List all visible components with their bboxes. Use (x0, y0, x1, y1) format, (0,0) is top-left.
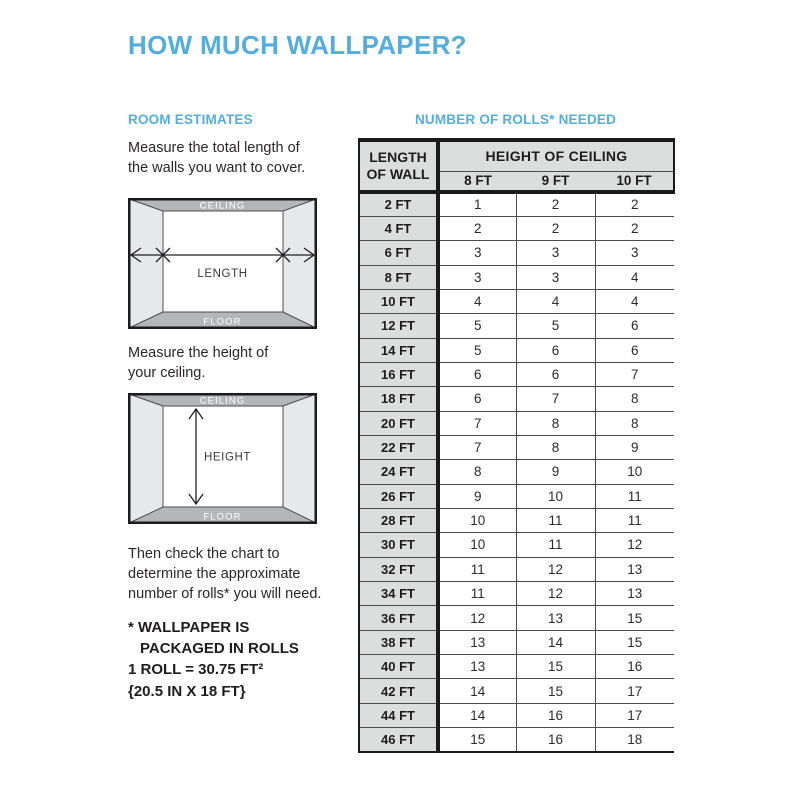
rolls-cell-9ft: 2 (516, 216, 595, 240)
table-row (359, 533, 674, 557)
height-label: HEIGHT (204, 451, 252, 464)
rolls-cell-9ft: 13 (516, 606, 595, 630)
rolls-cell-9ft: 8 (516, 411, 595, 435)
page-title: HOW MUCH WALLPAPER? (128, 30, 467, 60)
floor-label: FLOOR (203, 316, 242, 328)
step2-line2: your ceiling. (128, 365, 206, 381)
right-wall-surface (283, 394, 316, 523)
table-row (359, 216, 674, 240)
wall-length-row-label: 46 FT (359, 728, 438, 752)
wallpaper-rolls-footnote (128, 617, 299, 659)
rolls-cell-9ft: 10 (516, 484, 595, 508)
wall-length-row-label: 20 FT (359, 411, 438, 435)
wall-length-row-label: 34 FT (359, 582, 438, 606)
rolls-cell-10ft: 17 (595, 703, 674, 727)
rolls-cell-9ft: 11 (516, 533, 595, 557)
rolls-cell-8ft: 13 (438, 630, 516, 654)
step3-line1: Then check the chart to (128, 546, 280, 562)
rolls-cell-9ft: 9 (516, 460, 595, 484)
wall-length-row-label: 40 FT (359, 655, 438, 679)
rolls-cell-9ft: 16 (516, 728, 595, 752)
step2-line1: Measure the height of (128, 345, 269, 361)
table-row (359, 411, 674, 435)
rolls-cell-10ft: 7 (595, 362, 674, 386)
rolls-cell-9ft: 14 (516, 630, 595, 654)
wall-length-row-label: 14 FT (359, 338, 438, 362)
rolls-cell-8ft: 11 (438, 582, 516, 606)
room-perspective-height-illustration (128, 393, 317, 524)
table-row (359, 508, 674, 532)
rolls-cell-9ft: 2 (516, 192, 595, 216)
length-of-wall-header (359, 140, 438, 192)
rolls-cell-10ft: 3 (595, 241, 674, 265)
left-wall-surface (129, 394, 163, 523)
rolls-cell-8ft: 2 (438, 216, 516, 240)
step2-text (128, 343, 268, 383)
table-row (359, 655, 674, 679)
rolls-cell-8ft: 3 (438, 241, 516, 265)
rolls-cell-10ft: 8 (595, 387, 674, 411)
length-of-wall-line1: LENGTH (369, 149, 427, 165)
step1-line2: the walls you want to cover. (128, 160, 306, 176)
rolls-table (358, 138, 675, 753)
table-row (359, 703, 674, 727)
rolls-cell-8ft: 14 (438, 679, 516, 703)
rolls-cell-8ft: 13 (438, 655, 516, 679)
rolls-cell-10ft: 6 (595, 338, 674, 362)
rolls-cell-8ft: 5 (438, 338, 516, 362)
ceiling-label: CEILING (199, 395, 246, 407)
rolls-cell-8ft: 5 (438, 314, 516, 338)
room-estimates-heading: ROOM ESTIMATES (128, 112, 253, 127)
step1-text (128, 138, 305, 178)
room-perspective-length-illustration (128, 198, 317, 329)
height-of-ceiling-header: HEIGHT OF CEILING (438, 140, 674, 171)
rolls-cell-8ft: 7 (438, 435, 516, 459)
rolls-cell-8ft: 12 (438, 606, 516, 630)
rolls-table-body (359, 192, 674, 752)
wall-length-row-label: 24 FT (359, 460, 438, 484)
wall-length-row-label: 32 FT (359, 557, 438, 581)
wall-length-row-label: 30 FT (359, 533, 438, 557)
rolls-cell-10ft: 11 (595, 484, 674, 508)
rolls-cell-9ft: 12 (516, 557, 595, 581)
rolls-cell-9ft: 3 (516, 241, 595, 265)
rolls-cell-8ft: 4 (438, 289, 516, 313)
table-row (359, 387, 674, 411)
step3-line3: number of rolls* you will need. (128, 586, 322, 602)
rolls-cell-8ft: 8 (438, 460, 516, 484)
table-row (359, 241, 674, 265)
rolls-cell-8ft: 10 (438, 508, 516, 532)
table-row (359, 362, 674, 386)
rolls-cell-9ft: 6 (516, 338, 595, 362)
wall-length-row-label: 6 FT (359, 241, 438, 265)
wall-length-row-label: 36 FT (359, 606, 438, 630)
table-row (359, 435, 674, 459)
rolls-needed-heading: NUMBER OF ROLLS* NEEDED (414, 112, 617, 127)
wall-length-row-label: 18 FT (359, 387, 438, 411)
room-length-diagram (128, 198, 317, 329)
length-of-wall-line2: OF WALL (366, 166, 430, 182)
rolls-cell-10ft: 2 (595, 192, 674, 216)
rolls-cell-9ft: 12 (516, 582, 595, 606)
rolls-cell-9ft: 11 (516, 508, 595, 532)
step3-text (128, 544, 321, 604)
table-row (359, 314, 674, 338)
left-wall-surface (129, 199, 163, 328)
rolls-cell-9ft: 15 (516, 655, 595, 679)
wall-length-row-label: 8 FT (359, 265, 438, 289)
rolls-cell-9ft: 15 (516, 679, 595, 703)
wall-length-row-label: 22 FT (359, 435, 438, 459)
rolls-cell-10ft: 17 (595, 679, 674, 703)
table-row (359, 630, 674, 654)
wall-length-row-label: 44 FT (359, 703, 438, 727)
rolls-cell-9ft: 3 (516, 265, 595, 289)
rolls-cell-10ft: 15 (595, 606, 674, 630)
rolls-cell-10ft: 11 (595, 508, 674, 532)
rolls-cell-8ft: 10 (438, 533, 516, 557)
rolls-cell-9ft: 7 (516, 387, 595, 411)
table-row (359, 728, 674, 752)
rolls-table-header (359, 140, 674, 192)
footnote-line1: * WALLPAPER IS (128, 619, 250, 636)
rolls-cell-10ft: 9 (595, 435, 674, 459)
wall-length-row-label: 2 FT (359, 192, 438, 216)
rolls-cell-8ft: 1 (438, 192, 516, 216)
roll-size-info (128, 659, 263, 703)
table-row (359, 192, 674, 216)
floor-label: FLOOR (203, 511, 242, 523)
table-row (359, 265, 674, 289)
wall-length-row-label: 12 FT (359, 314, 438, 338)
rolls-cell-10ft: 13 (595, 582, 674, 606)
rolls-cell-10ft: 18 (595, 728, 674, 752)
rolls-cell-8ft: 9 (438, 484, 516, 508)
table-row (359, 582, 674, 606)
wall-length-row-label: 28 FT (359, 508, 438, 532)
rolls-cell-10ft: 6 (595, 314, 674, 338)
rolls-cell-9ft: 5 (516, 314, 595, 338)
rolls-cell-10ft: 15 (595, 630, 674, 654)
footnote-line2: PACKAGED IN ROLLS (140, 640, 299, 657)
rolls-cell-8ft: 3 (438, 265, 516, 289)
ceiling-label: CEILING (199, 200, 246, 212)
rolls-cell-8ft: 6 (438, 387, 516, 411)
rolls-cell-8ft: 11 (438, 557, 516, 581)
rolls-cell-8ft: 6 (438, 362, 516, 386)
col-header-8ft: 8 FT (438, 171, 516, 192)
step3-line2: determine the approximate (128, 566, 301, 582)
wall-length-row-label: 4 FT (359, 216, 438, 240)
table-row (359, 606, 674, 630)
rolls-cell-9ft: 8 (516, 435, 595, 459)
rolls-cell-10ft: 13 (595, 557, 674, 581)
step1-line1: Measure the total length of (128, 140, 300, 156)
length-label: LENGTH (197, 268, 248, 280)
rolls-cell-10ft: 4 (595, 289, 674, 313)
rolls-cell-10ft: 10 (595, 460, 674, 484)
table-row (359, 484, 674, 508)
ceiling-height-diagram (128, 393, 317, 524)
table-row (359, 338, 674, 362)
wall-length-row-label: 26 FT (359, 484, 438, 508)
rolls-cell-8ft: 7 (438, 411, 516, 435)
rolls-cell-8ft: 14 (438, 703, 516, 727)
right-wall-surface (283, 199, 316, 328)
table-row (359, 460, 674, 484)
rolls-needed-table (358, 138, 673, 753)
rolls-cell-10ft: 2 (595, 216, 674, 240)
rolls-cell-10ft: 16 (595, 655, 674, 679)
rolls-cell-9ft: 16 (516, 703, 595, 727)
roll-area-line: 1 ROLL = 30.75 FT² (128, 661, 264, 678)
wall-length-row-label: 42 FT (359, 679, 438, 703)
roll-dimensions-line: {20.5 IN X 18 FT} (128, 683, 246, 700)
wall-length-row-label: 10 FT (359, 289, 438, 313)
col-header-10ft: 10 FT (595, 171, 674, 192)
col-header-9ft: 9 FT (516, 171, 595, 192)
rolls-cell-9ft: 6 (516, 362, 595, 386)
wall-length-row-label: 16 FT (359, 362, 438, 386)
table-row (359, 289, 674, 313)
rolls-cell-10ft: 4 (595, 265, 674, 289)
rolls-cell-10ft: 8 (595, 411, 674, 435)
back-wall-surface (163, 211, 283, 312)
wall-length-row-label: 38 FT (359, 630, 438, 654)
rolls-cell-9ft: 4 (516, 289, 595, 313)
rolls-cell-10ft: 12 (595, 533, 674, 557)
rolls-cell-8ft: 15 (438, 728, 516, 752)
table-row (359, 679, 674, 703)
table-row (359, 557, 674, 581)
